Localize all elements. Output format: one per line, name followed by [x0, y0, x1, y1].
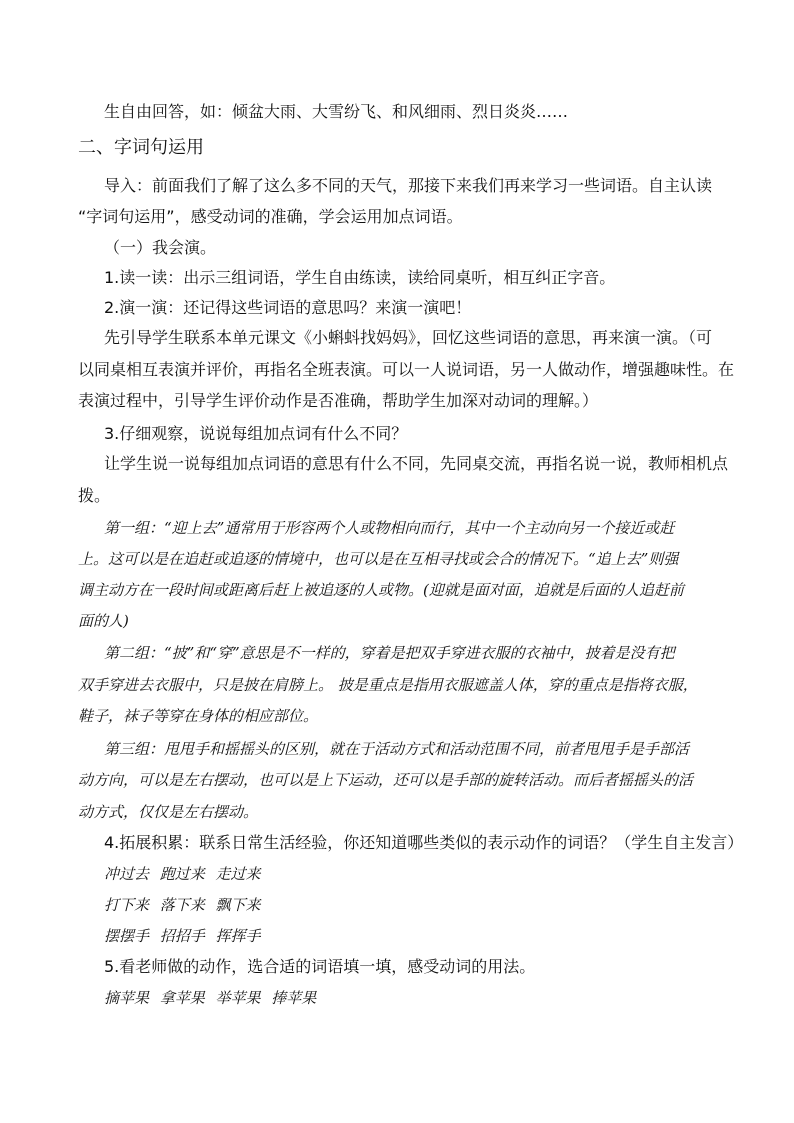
- step-3: 3.仔细观察，说说每组加点词有什么不同？: [104, 424, 408, 443]
- answer-examples: 生自由回答，如：倾盆大雨、大雪纷飞、和风细雨、烈日炎炎……: [104, 102, 569, 121]
- step-5: 5.看老师做的动作，选合适的词语填一填，感受动词的用法。: [104, 957, 536, 976]
- word-row-4: 摘苹果 拿苹果 举苹果 捧苹果: [104, 989, 317, 1007]
- group-3-line-3: 动方式，仅仅是左右摆动。: [78, 803, 259, 821]
- group-1-line-4: 面的人): [78, 612, 129, 630]
- guide-paragraph-line-3: 表演过程中，引导学生评价动作是否准确，帮助学生加深对动词的理解。）: [78, 391, 599, 410]
- step-1: 1.读一读：出示三组词语，学生自由练读，读给同桌听，相互纠正字音。: [104, 268, 616, 287]
- group-2-line-3: 鞋子，袜子等穿在身体的相应部位。: [78, 707, 319, 725]
- word-row-1: 冲过去 跑过来 走过来: [104, 865, 261, 883]
- discuss-paragraph-line-1: 让学生说一说每组加点词语的意思有什么不同，先同桌交流，再指名说一说，教师相机点: [104, 454, 729, 473]
- intro-paragraph-line-2: “字词句运用”，感受动词的准确，学会运用加点词语。: [78, 207, 463, 226]
- group-2-line-2: 双手穿进去衣服中，只是披在肩膀上。 披是重点是指用衣服遮盖人体，穿的重点是指将衣服，: [78, 676, 698, 694]
- section-heading: 二、字词句运用: [78, 137, 204, 158]
- word-row-3: 摆摆手 招招手 挥挥手: [104, 927, 261, 945]
- intro-paragraph-line-1: 导入：前面我们了解了这么多不同的天气，那接下来我们再来学习一些词语。自主认读: [104, 176, 713, 195]
- step-2: 2.演一演：还记得这些词语的意思吗？来演一演吧！: [104, 298, 472, 317]
- group-1-line-3: 调主动方在一段时间或距离后赶上被追逐的人或物。(迎就是面对面，追就是后面的人追赶前: [78, 581, 684, 599]
- word-row-2: 打下来 落下来 飘下来: [104, 896, 261, 914]
- discuss-paragraph-line-2: 拨。: [78, 486, 111, 505]
- group-2-line-1: 第二组：“披”和“穿”意思是不一样的，穿着是把双手穿进衣服的衣袖中，披着是没有把: [104, 644, 675, 662]
- group-1-line-2: 上。这可以是在追赶或追逐的情境中，也可以是在互相寻找或会合的情况下。“追上去”则强: [78, 550, 679, 568]
- guide-paragraph-line-2: 以同桌相互表演并评价，再指名全班表演。可以一人说词语，另一人做动作，增强趣味性。在: [78, 360, 735, 379]
- group-1-line-1: 第一组：“迎上去”通常用于形容两个人或物相向而行，其中一个主动向另一个接近或赶: [104, 519, 675, 537]
- group-3-line-2: 动方向，可以是左右摆动，也可以是上下运动，还可以是手部的旋转活动。而后者摇摇头的活: [78, 771, 694, 789]
- group-3-line-1: 第三组：甩甩手和摇摇头的区别，就在于活动方式和活动范围不同，前者甩甩手是手部活: [104, 740, 690, 758]
- guide-paragraph-line-1: 先引导学生联系本单元课文《小蝌蚪找妈妈》，回忆这些词语的意思，再来演一演。（可: [104, 328, 713, 347]
- subsection-heading: （一）我会演。: [104, 238, 217, 257]
- step-4: 4.拓展积累：联系日常生活经验，你还知道哪些类似的表示动作的词语？（学生自主发言）: [104, 833, 744, 852]
